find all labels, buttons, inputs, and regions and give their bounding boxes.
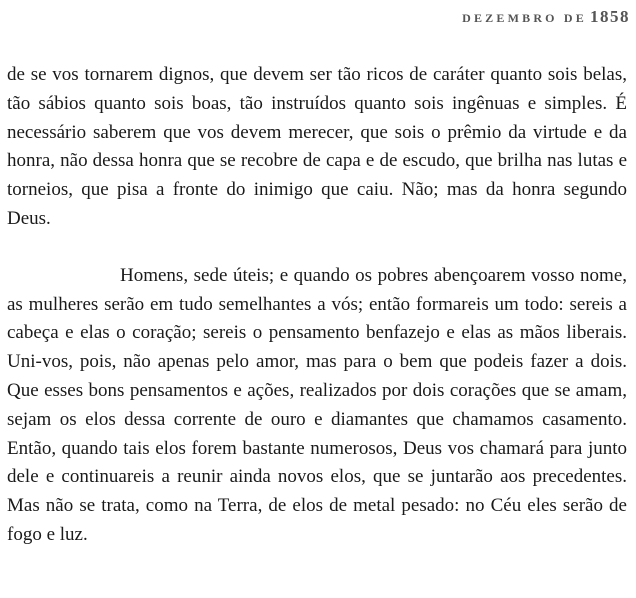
header-month-text: DEZEMBRO DE <box>462 11 587 25</box>
running-header <box>462 7 630 27</box>
header-year: 1858 <box>590 7 630 26</box>
paragraph-2: Homens, sede úteis; e quando os pobres abençoarem vosso nome, as mulheres serão em tudo semelhantes a vós; então formareis um todo: sereis a cabeça e elas o coração; sereis o pensamento benfazejo e elas as mãos liberais. Uni-vos, pois, não apenas pelo amor, mas para o bem que podeis fazer a dois. Que esses bons pensamentos e ações, realizados por dois corações que se amam, sejam os elos dessa corrente de ouro e diamantes que chamamos casamento. Então, quando tais elos forem bastante numerosos, Deus vos chamará para junto dele e continuareis a reunir ainda novos elos, que se juntarão aos precedentes. Mas não se trata, como na Terra, de elos de metal pesado: no Céu eles serão de fogo e luz. <box>7 264 627 545</box>
body-text <box>7 61 627 550</box>
paragraph-1: de se vos tornarem dignos, que devem ser tão ricos de caráter quanto sois belas, tão sábios quanto sois boas, tão instruídos quanto sois ingênuas e simples. É necessário saberem que vos devem merecer, que sois o prêmio da virtude e da honra, não dessa honra que se recobre de capa e de escudo, que brilha nas lutas e torneios, que pisa a fronte do inimigo que caiu. Não; mas da honra segundo Deus. <box>7 64 627 229</box>
